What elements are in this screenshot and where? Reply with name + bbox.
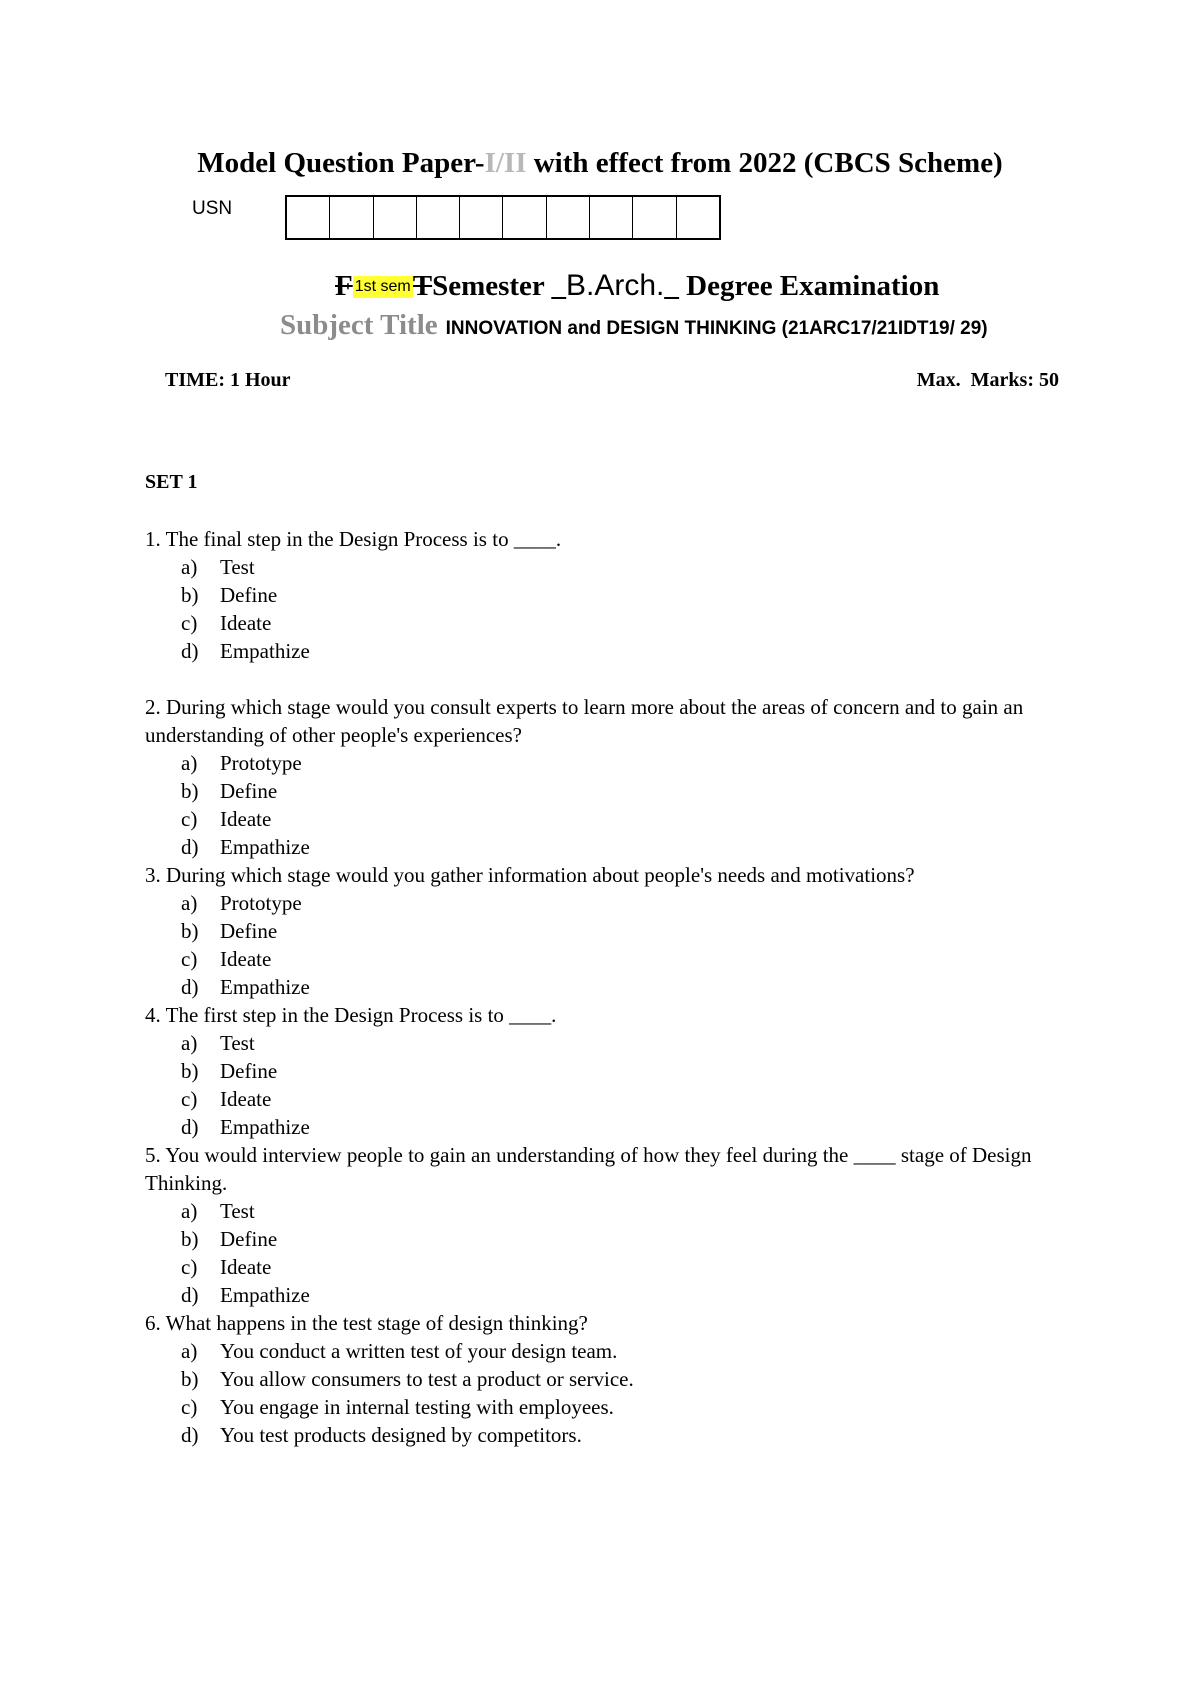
option-item bbox=[145, 805, 1045, 833]
option-letter: a) bbox=[181, 555, 198, 579]
option-text: Ideate bbox=[220, 807, 272, 831]
option-text: Prototype bbox=[220, 891, 302, 915]
question-item bbox=[145, 1001, 1045, 1141]
option-item bbox=[145, 553, 1045, 581]
question-item bbox=[145, 1141, 1045, 1309]
question-list bbox=[145, 525, 1045, 1449]
usn-box[interactable] bbox=[633, 197, 676, 238]
option-item bbox=[145, 1365, 1045, 1393]
option-item bbox=[145, 1281, 1045, 1309]
option-text: Define bbox=[220, 1227, 278, 1251]
set-label: SET 1 bbox=[145, 471, 198, 493]
option-letter: b) bbox=[181, 1367, 199, 1391]
option-text: Ideate bbox=[220, 1087, 272, 1111]
option-text: Define bbox=[220, 583, 278, 607]
spacer bbox=[145, 665, 1045, 693]
option-letter: a) bbox=[181, 1339, 198, 1363]
option-item bbox=[145, 1393, 1045, 1421]
option-item bbox=[145, 945, 1045, 973]
option-item bbox=[145, 1421, 1045, 1449]
option-item bbox=[145, 1197, 1045, 1225]
option-text: You conduct a written test of your design team. bbox=[220, 1339, 618, 1363]
sem-strike-left: F bbox=[335, 270, 353, 302]
option-list bbox=[145, 1029, 1045, 1141]
option-letter: c) bbox=[181, 807, 198, 831]
option-item bbox=[145, 777, 1045, 805]
option-item bbox=[145, 1113, 1045, 1141]
question-text: 6. What happens in the test stage of design thinking? bbox=[145, 1311, 588, 1335]
option-letter: a) bbox=[181, 1031, 198, 1055]
option-text: Test bbox=[220, 1031, 255, 1055]
option-letter: b) bbox=[181, 583, 199, 607]
option-list bbox=[145, 749, 1045, 861]
option-list bbox=[145, 1337, 1045, 1449]
option-item bbox=[145, 1057, 1045, 1085]
question-text: 2. During which stage would you consult experts to learn more about the areas of concern and to gain an understanding of other people's experiences? bbox=[145, 695, 1024, 747]
option-letter: c) bbox=[181, 947, 198, 971]
option-item bbox=[145, 581, 1045, 609]
option-letter: b) bbox=[181, 1059, 199, 1083]
question-text: 5. You would interview people to gain an understanding of how they feel during the ____ stage of Design Thinking. bbox=[145, 1143, 1032, 1195]
option-list bbox=[145, 553, 1045, 665]
option-item bbox=[145, 1337, 1045, 1365]
option-text: Ideate bbox=[220, 947, 272, 971]
option-item bbox=[145, 1029, 1045, 1057]
option-text: Define bbox=[220, 919, 278, 943]
usn-entry-boxes[interactable] bbox=[285, 195, 721, 240]
question-text: 1. The final step in the Design Process is to ____. bbox=[145, 527, 562, 551]
usn-box[interactable] bbox=[503, 197, 546, 238]
subject-name: INNOVATION and DESIGN THINKING (21ARC17/21IDT19/ 29) bbox=[445, 318, 988, 339]
usn-box[interactable] bbox=[547, 197, 590, 238]
option-letter: b) bbox=[181, 779, 199, 803]
option-letter: a) bbox=[181, 751, 198, 775]
option-letter: c) bbox=[181, 1087, 198, 1111]
question-item bbox=[145, 1309, 1045, 1449]
option-letter: c) bbox=[181, 1395, 198, 1419]
option-letter: a) bbox=[181, 1199, 198, 1223]
usn-label: USN bbox=[192, 198, 233, 219]
usn-box[interactable] bbox=[417, 197, 460, 238]
option-text: Test bbox=[220, 1199, 255, 1223]
usn-box[interactable] bbox=[287, 197, 330, 238]
title-part1: Model Question Paper- bbox=[197, 147, 485, 179]
paper-title bbox=[0, 146, 1200, 180]
title-grey-text: I/II bbox=[484, 147, 527, 179]
option-item bbox=[145, 609, 1045, 637]
option-item bbox=[145, 973, 1045, 1001]
usn-box[interactable] bbox=[590, 197, 633, 238]
option-letter: d) bbox=[181, 975, 199, 999]
exam-time: TIME: 1 Hour bbox=[165, 369, 291, 391]
usn-box[interactable] bbox=[460, 197, 503, 238]
option-text: Ideate bbox=[220, 1255, 272, 1279]
question-item bbox=[145, 861, 1045, 1001]
option-text: Empathize bbox=[220, 1115, 310, 1139]
option-item bbox=[145, 1225, 1045, 1253]
option-text: Ideate bbox=[220, 611, 272, 635]
option-letter: d) bbox=[181, 639, 199, 663]
max-marks: Max. Marks: 50 bbox=[916, 369, 1059, 391]
option-item bbox=[145, 749, 1045, 777]
option-letter: d) bbox=[181, 1283, 199, 1307]
degree-name: B.Arch. bbox=[566, 269, 665, 302]
option-item bbox=[145, 1085, 1045, 1113]
option-text: Test bbox=[220, 555, 255, 579]
option-item bbox=[145, 833, 1045, 861]
option-item bbox=[145, 917, 1045, 945]
usn-box[interactable] bbox=[330, 197, 373, 238]
option-text: Empathize bbox=[220, 835, 310, 859]
usn-box[interactable] bbox=[677, 197, 719, 238]
question-text: 4. The first step in the Design Process is to ____. bbox=[145, 1003, 557, 1027]
sem-strike-right: T bbox=[412, 270, 433, 302]
option-item bbox=[145, 1253, 1045, 1281]
semester-line bbox=[335, 268, 939, 304]
sem-highlight: 1st sem bbox=[353, 276, 413, 298]
option-text: You engage in internal testing with employees. bbox=[220, 1395, 614, 1419]
title-part2: with effect from 2022 (CBCS Scheme) bbox=[526, 147, 1003, 179]
question-item bbox=[145, 693, 1045, 861]
option-text: Empathize bbox=[220, 639, 310, 663]
option-letter: d) bbox=[181, 1115, 199, 1139]
option-text: You test products designed by competitors. bbox=[220, 1423, 582, 1447]
question-item bbox=[145, 525, 1045, 665]
option-letter: c) bbox=[181, 611, 198, 635]
option-letter: d) bbox=[181, 1423, 199, 1447]
question-text: 3. During which stage would you gather information about people's needs and motivations? bbox=[145, 863, 915, 887]
subject-line bbox=[280, 309, 988, 342]
option-item bbox=[145, 637, 1045, 665]
option-letter: b) bbox=[181, 919, 199, 943]
option-letter: c) bbox=[181, 1255, 198, 1279]
option-list bbox=[145, 1197, 1045, 1309]
subject-label: Subject Title bbox=[280, 309, 438, 341]
option-text: Define bbox=[220, 779, 278, 803]
usn-box[interactable] bbox=[374, 197, 417, 238]
semester-word: Semester _ bbox=[432, 270, 567, 302]
option-list bbox=[145, 889, 1045, 1001]
option-text: Prototype bbox=[220, 751, 302, 775]
option-text: Empathize bbox=[220, 975, 310, 999]
option-text: Define bbox=[220, 1059, 278, 1083]
option-letter: b) bbox=[181, 1227, 199, 1251]
degree-suffix: _ Degree Examination bbox=[664, 270, 940, 302]
option-letter: d) bbox=[181, 835, 199, 859]
option-letter: a) bbox=[181, 891, 198, 915]
option-item bbox=[145, 889, 1045, 917]
option-text: Empathize bbox=[220, 1283, 310, 1307]
option-text: You allow consumers to test a product or service. bbox=[220, 1367, 634, 1391]
